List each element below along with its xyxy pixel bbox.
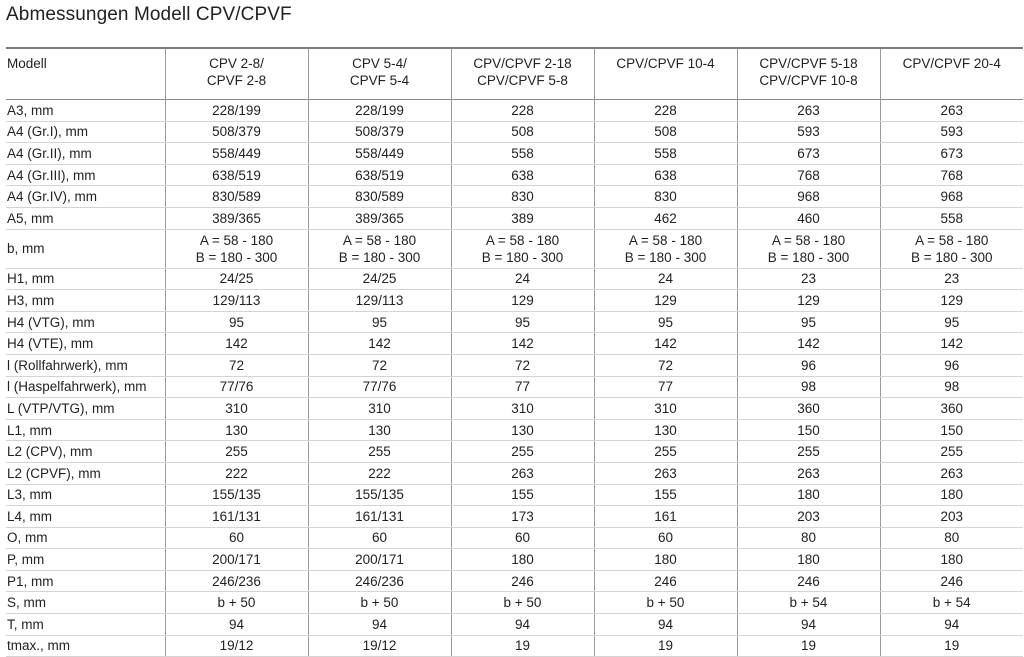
table-cell: 255 [165,441,308,463]
row-label: b, mm [6,229,165,268]
table-row [6,164,1023,186]
row-label: P, mm [6,549,165,571]
table-cell: 180 [880,549,1023,571]
table-cell: 19 [594,635,737,657]
row-label: L1, mm [6,419,165,441]
table-cell: 155/135 [308,484,451,506]
table-cell: 558 [594,143,737,165]
table-cell: 203 [880,506,1023,528]
table-cell: 830 [594,186,737,208]
table-cell: A = 58 - 180 B = 180 - 300 [594,229,737,268]
header-row [6,48,1023,100]
table-cell: 150 [737,419,880,441]
table-cell: 180 [880,484,1023,506]
dimensions-table [6,47,1023,657]
table-cell: 255 [737,441,880,463]
table-cell: 129 [594,290,737,312]
table-cell: 80 [737,527,880,549]
table-cell: 830/589 [308,186,451,208]
table-cell: 130 [594,419,737,441]
table-cell: 246 [594,570,737,592]
table-row [6,419,1023,441]
table-cell: 77/76 [165,376,308,398]
table-cell: 72 [451,354,594,376]
table-cell: 228 [451,100,594,122]
table-cell: 360 [880,398,1023,420]
table-cell: A = 58 - 180 B = 180 - 300 [165,229,308,268]
table-cell: A = 58 - 180 B = 180 - 300 [737,229,880,268]
table-row [6,635,1023,657]
table-cell: 129/113 [165,290,308,312]
row-label: L4, mm [6,506,165,528]
table-cell: 558 [451,143,594,165]
table-cell: 98 [737,376,880,398]
table-cell: 200/171 [308,549,451,571]
table-cell: 23 [737,268,880,290]
table-cell: 263 [880,100,1023,122]
table-cell: 142 [165,333,308,355]
table-row [6,614,1023,636]
table-row [6,121,1023,143]
table-cell: b + 54 [737,592,880,614]
row-label: A4 (Gr.II), mm [6,143,165,165]
table-cell: b + 50 [165,592,308,614]
table-cell: 638 [594,164,737,186]
table-cell: 19 [880,635,1023,657]
table-cell: 96 [737,354,880,376]
table-cell: 508 [451,121,594,143]
table-cell: 24 [594,268,737,290]
table-cell: 558/449 [308,143,451,165]
table-cell: 95 [594,311,737,333]
table-cell: 23 [880,268,1023,290]
table-row [6,441,1023,463]
row-label: H4 (VTG), mm [6,311,165,333]
table-cell: 142 [737,333,880,355]
table-cell: 161/131 [165,506,308,528]
table-cell: 94 [451,614,594,636]
table-cell: 558 [880,207,1023,229]
table-cell: 246 [880,570,1023,592]
table-cell: 94 [880,614,1023,636]
table-cell: 129 [451,290,594,312]
table-cell: 94 [308,614,451,636]
table-cell: 155/135 [165,484,308,506]
table-cell: A = 58 - 180 B = 180 - 300 [308,229,451,268]
table-cell: 246 [451,570,594,592]
table-cell: 263 [451,462,594,484]
table-row [6,311,1023,333]
table-cell: 673 [737,143,880,165]
row-label: O, mm [6,527,165,549]
table-cell: 508/379 [308,121,451,143]
table-cell: 60 [308,527,451,549]
table-cell: 228/199 [308,100,451,122]
row-label: tmax., mm [6,635,165,657]
table-cell: 180 [594,549,737,571]
table-cell: 24 [451,268,594,290]
table-row [6,333,1023,355]
row-label: S, mm [6,592,165,614]
table-cell: 142 [594,333,737,355]
table-cell: 95 [165,311,308,333]
table-cell: 246/236 [308,570,451,592]
table-cell: 161/131 [308,506,451,528]
row-label: A3, mm [6,100,165,122]
table-cell: 95 [308,311,451,333]
table-cell: 19 [737,635,880,657]
table-cell: 130 [308,419,451,441]
table-row [6,570,1023,592]
table-cell: 129 [880,290,1023,312]
table-cell: 673 [880,143,1023,165]
table-cell: 830 [451,186,594,208]
table-row [6,186,1023,208]
table-cell: 24/25 [165,268,308,290]
table-cell: 96 [880,354,1023,376]
table-row [6,207,1023,229]
row-label: l (Rollfahrwerk), mm [6,354,165,376]
table-row [6,484,1023,506]
table-cell: 60 [451,527,594,549]
table-row [6,100,1023,122]
table-cell: 263 [737,462,880,484]
table-cell: 593 [737,121,880,143]
table-cell: 593 [880,121,1023,143]
table-cell: 255 [451,441,594,463]
row-label: L3, mm [6,484,165,506]
table-cell: 462 [594,207,737,229]
table-row [6,354,1023,376]
table-cell: 94 [165,614,308,636]
row-label: L2 (CPVF), mm [6,462,165,484]
table-cell: 142 [451,333,594,355]
row-label: H1, mm [6,268,165,290]
table-cell: 19 [451,635,594,657]
table-cell: 968 [880,186,1023,208]
table-cell: b + 50 [594,592,737,614]
page-title: Abmessungen Modell CPV/CPVF [6,4,292,25]
row-label: H3, mm [6,290,165,312]
table-cell: 263 [737,100,880,122]
table-cell: A = 58 - 180 B = 180 - 300 [451,229,594,268]
table-cell: 24/25 [308,268,451,290]
table-row [6,268,1023,290]
table-cell: 77 [594,376,737,398]
table-cell: 60 [165,527,308,549]
table-cell: 389 [451,207,594,229]
table-cell: 310 [308,398,451,420]
row-label: T, mm [6,614,165,636]
table-cell: 246 [737,570,880,592]
table-cell: 638/519 [308,164,451,186]
table-row [6,143,1023,165]
table-cell: 638/519 [165,164,308,186]
table-cell: b + 50 [308,592,451,614]
table-row [6,462,1023,484]
table-cell: 129/113 [308,290,451,312]
table-cell: 389/365 [165,207,308,229]
table-cell: 255 [594,441,737,463]
table-cell: 130 [165,419,308,441]
table-cell: b + 54 [880,592,1023,614]
table-cell: 830/589 [165,186,308,208]
table-cell: 203 [737,506,880,528]
table-cell: 768 [880,164,1023,186]
table-cell: 72 [594,354,737,376]
table-cell: 768 [737,164,880,186]
table-cell: 19/12 [308,635,451,657]
column-header: CPV/CPVF 5-18 CPV/CPVF 10-8 [737,48,880,100]
row-label: L2 (CPV), mm [6,441,165,463]
table-cell: 389/365 [308,207,451,229]
table-cell: 558/449 [165,143,308,165]
table-cell: 180 [737,484,880,506]
table-cell: 95 [737,311,880,333]
row-label: H4 (VTE), mm [6,333,165,355]
table-cell: 968 [737,186,880,208]
table-cell: 94 [594,614,737,636]
table-row [6,229,1023,268]
table-row [6,592,1023,614]
table-cell: 200/171 [165,549,308,571]
table-cell: 72 [165,354,308,376]
table-cell: 173 [451,506,594,528]
table-cell: 129 [737,290,880,312]
table-cell: 263 [594,462,737,484]
table-row [6,549,1023,571]
table-cell: 246/236 [165,570,308,592]
table-cell: 255 [880,441,1023,463]
row-label: L (VTP/VTG), mm [6,398,165,420]
row-label: A5, mm [6,207,165,229]
row-label: l (Haspelfahrwerk), mm [6,376,165,398]
column-header: CPV/CPVF 2-18 CPV/CPVF 5-8 [451,48,594,100]
table-cell: 508 [594,121,737,143]
table-row [6,506,1023,528]
table-cell: 310 [165,398,308,420]
table-cell: 19/12 [165,635,308,657]
column-header: CPV 2-8/ CPVF 2-8 [165,48,308,100]
table-cell: 228 [594,100,737,122]
table-cell: 310 [451,398,594,420]
table-cell: 72 [308,354,451,376]
table-cell: 360 [737,398,880,420]
table-cell: 95 [451,311,594,333]
table-cell: 222 [308,462,451,484]
table-cell: 255 [308,441,451,463]
column-header: CPV/CPVF 10-4 [594,48,737,100]
row-label: A4 (Gr.I), mm [6,121,165,143]
table-cell: 180 [451,549,594,571]
table-cell: b + 50 [451,592,594,614]
table-cell: 508/379 [165,121,308,143]
table-cell: 130 [451,419,594,441]
table-cell: 80 [880,527,1023,549]
table-cell: 180 [737,549,880,571]
table-cell: 310 [594,398,737,420]
table-cell: 460 [737,207,880,229]
table-cell: 60 [594,527,737,549]
table-cell: 77 [451,376,594,398]
table-cell: 222 [165,462,308,484]
table-cell: 77/76 [308,376,451,398]
table-cell: 263 [880,462,1023,484]
column-header-model: Modell [7,56,47,71]
row-label: P1, mm [6,570,165,592]
table-row [6,398,1023,420]
table-cell: 98 [880,376,1023,398]
table-row [6,290,1023,312]
table-cell: 638 [451,164,594,186]
table-cell: 142 [308,333,451,355]
table-cell: 142 [880,333,1023,355]
row-label: A4 (Gr.IV), mm [6,186,165,208]
table-cell: 155 [594,484,737,506]
table-cell: 95 [880,311,1023,333]
table-cell: 228/199 [165,100,308,122]
table-cell: A = 58 - 180 B = 180 - 300 [880,229,1023,268]
table-cell: 155 [451,484,594,506]
table-cell: 94 [737,614,880,636]
column-header: CPV 5-4/ CPVF 5-4 [308,48,451,100]
table-row [6,376,1023,398]
table-cell: 161 [594,506,737,528]
row-label: A4 (Gr.III), mm [6,164,165,186]
column-header: CPV/CPVF 20-4 [880,48,1023,100]
table-row [6,527,1023,549]
table-cell: 150 [880,419,1023,441]
